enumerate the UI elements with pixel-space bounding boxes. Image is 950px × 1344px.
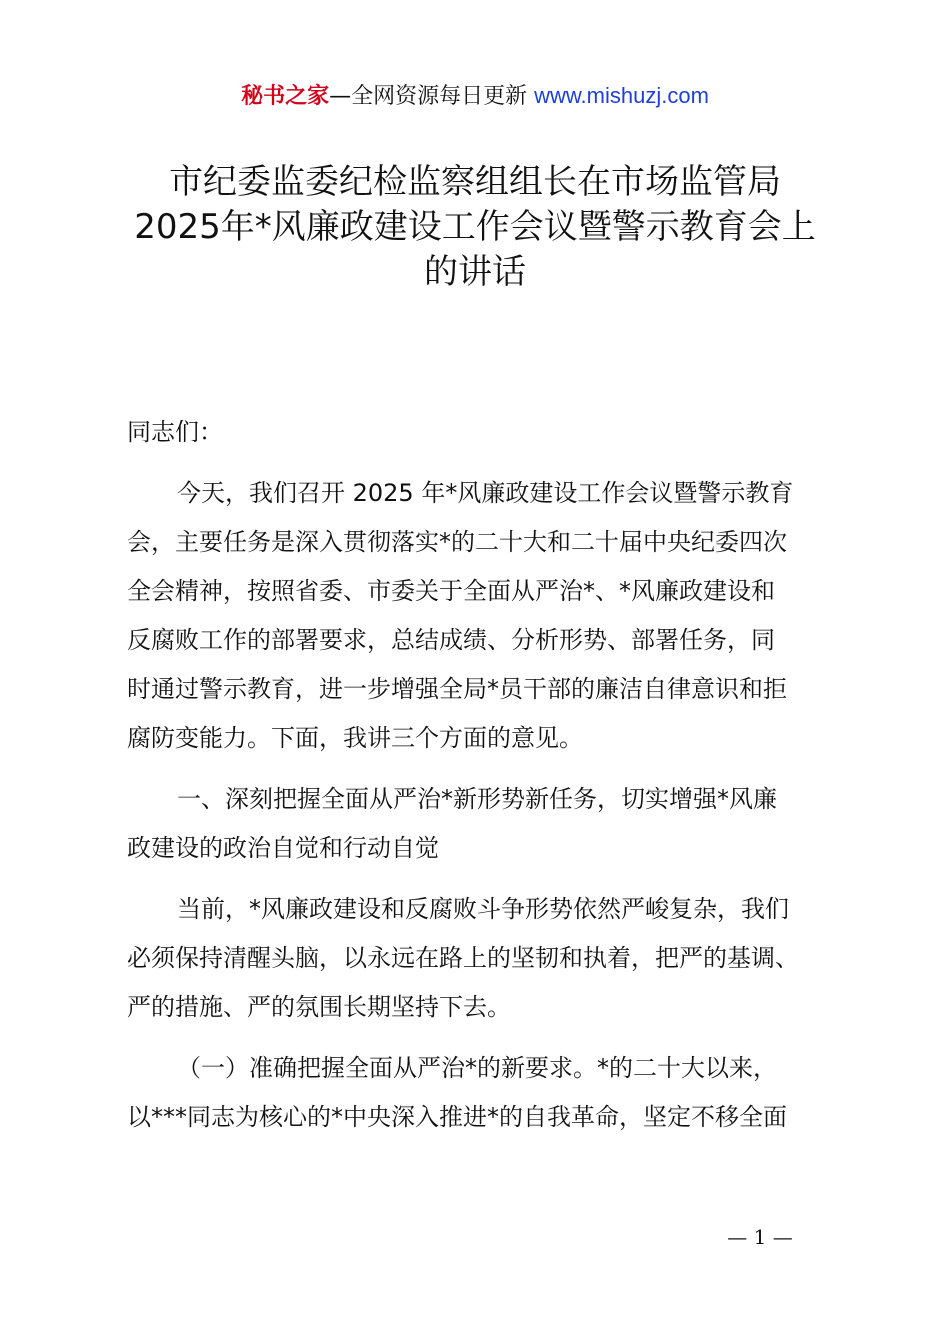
paragraph-line: 反腐败工作的部署要求，总结成绩、分析形势、部署任务，同: [127, 626, 775, 654]
document-body: [127, 408, 842, 1154]
site-header: [0, 80, 950, 113]
title-line-3: 的讲话: [424, 252, 526, 292]
title-line-1: 市纪委监委纪检监察组组长在市场监管局: [169, 162, 781, 202]
paragraph-line: 今天，我们召开 2025 年*风廉政建设工作会议暨警示教育: [177, 479, 794, 507]
paragraph-opening: [127, 469, 842, 763]
document-title: [110, 160, 840, 295]
paragraph-line: 腐防变能力。下面，我讲三个方面的意见。: [127, 724, 583, 752]
paragraph-line: 严的措施、严的氛围长期坚持下去。: [127, 993, 511, 1021]
paragraph-line: 必须保持清醒头脑，以永远在路上的坚韧和执着，把严的基调、: [127, 944, 799, 972]
salutation: 同志们：: [127, 418, 223, 446]
heading-line: 政建设的政治自觉和行动自觉: [127, 834, 439, 862]
section-heading-1: [127, 775, 842, 873]
paragraph-situation: [127, 885, 842, 1032]
header-slogan: —全网资源每日更新: [329, 84, 535, 109]
subsection-1: [127, 1044, 842, 1142]
heading-line: 一、深刻把握全面从严治*新形势新任务，切实增强*风廉: [177, 785, 777, 813]
title-line-2: 2025年*风廉政建设工作会议暨警示教育会上: [134, 207, 816, 247]
paragraph-line: 以***同志为核心的*中央深入推进*的自我革命，坚定不移全面: [127, 1103, 787, 1131]
page-number: — 1 —: [727, 1225, 793, 1249]
paragraph-line: 当前，*风廉政建设和反腐败斗争形势依然严峻复杂，我们: [177, 895, 789, 923]
brand-name: 秘书之家: [241, 84, 330, 109]
paragraph-line: 全会精神，按照省委、市委关于全面从严治*、*风廉政建设和: [127, 577, 775, 605]
paragraph-line: 时通过警示教育，进一步增强全局*员干部的廉洁自律意识和拒: [127, 675, 787, 703]
site-url-link[interactable]: www.mishuzj.com: [534, 83, 709, 108]
paragraph-line: 会，主要任务是深入贯彻落实*的二十大和二十届中央纪委四次: [127, 528, 787, 556]
paragraph-line: （一）准确把握全面从严治*的新要求。*的二十大以来，: [177, 1054, 777, 1082]
